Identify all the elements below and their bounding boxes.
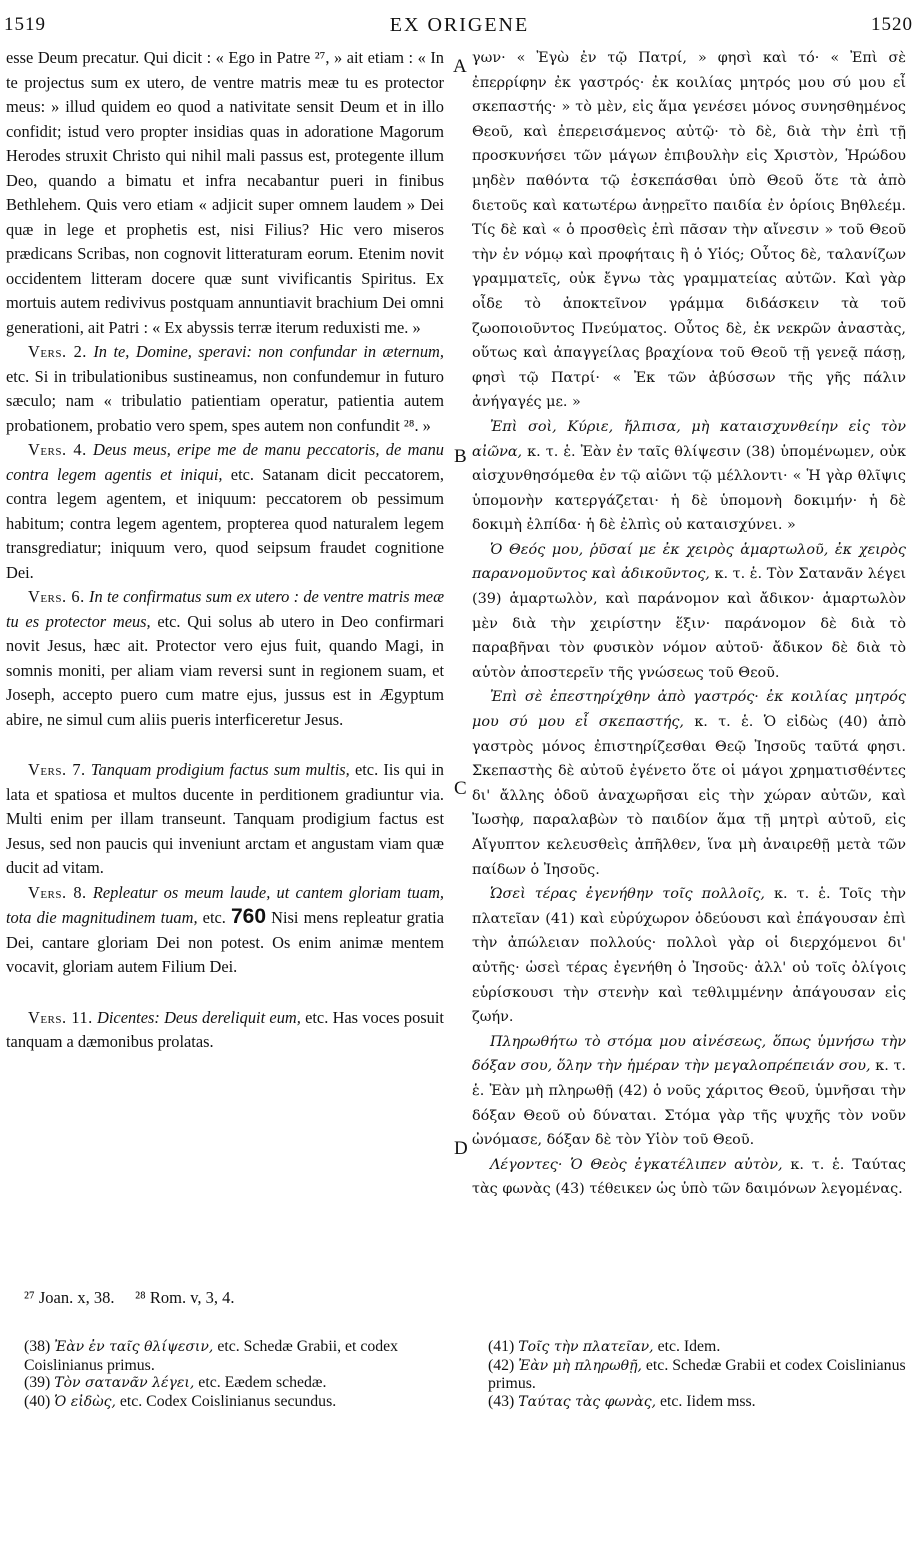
- verse-commentary: κ. τ. ἑ. Ἐὰν ἐν ταῖς θλίψεσιν (38) ὑπομένωμεν, οὐκ αἰσχυνθησόμεθα ἐν τῷ αἰῶνι τῷ μέλλοντι· « Ἡ γὰρ θλῖψις ὑπομονὴν κατεργάζεται· ἡ δὲ ὑπομονὴ δοκιμήν· ἡ δὲ δοκιμὴ ἐλπίδα· ἡ δὲ ἐλπὶς οὐ καταισχύνει. »: [472, 443, 906, 534]
- note-text: etc. Iidem mss.: [656, 1392, 756, 1410]
- note-text: etc. Eædem schedæ.: [194, 1374, 327, 1391]
- note-text: etc. Schedæ Grabii, et codex Coislinianus primus.: [24, 1338, 399, 1374]
- greek-paragraph: γων· « Ἐγὼ ἐν τῷ Πατρί, » φησὶ καὶ τό· « Ἐπὶ σὲ ἐπερρίφην ἐκ γαστρός· ἐκ κοιλίας μητρός μου σύ μου εἶ σκεπαστής· » τὸ μὲν, εἰς ἅμα γενέσει μόνος συνησθημένος Θεοῦ, καὶ ἐπερεισάμενος αὐτῷ· τὸ δὲ, διὰ τὴν ἐπὶ τῇ προσκυνήσει τῶν μάγων ἐπιβουλὴν εἰς Χριστὸν, Ἡρώδου μηδὲν παθόντα τῷ ἐσκεπάσθαι ὑπὸ Θεοῦ ὅτε τὰ ἀπὸ διετοῦς καὶ κατωτέρω ἀνῃρεῖτο παιδία ἐν ὁρίοις Βηθλεέμ. Τίς δὲ καὶ « ὁ προσθεὶς ἐπὶ πᾶσαν τὴν αἴνεσιν » τοῦ Θεοῦ τὴν ἐν νόμῳ καὶ προφήταις ἢ ὁ Υἱός; Οὗτος δὲ, ταλανίζων γραμματεῖς, οὐκ ἔγνω τὰς γραμματείας αὐτῶν. Καὶ γὰρ οἶδε τὸ ἀποκτεῖνον γράμμα διδάσκειν τὰ τοῦ ζωοποιοῦντος Πνεύματος. Οὗτος δὲ, ἐκ νεκρῶν ἀναστὰς, οὕτως καὶ ἀπαγγείλας βραχίονα τοῦ Θεοῦ τῇ γενεᾷ πάσῃ, φησὶ τῷ Πατρί· « Ἐκ τῶν ἀβύσσων τῆς γῆς πάλιν ἀνήγαγές με. »: [472, 50, 906, 411]
- editorial-note: [24, 1338, 454, 1374]
- verse-lemma: Ἐπὶ σοὶ, Κύριε, ἤλπισα, μὴ καταισχυνθείην εἰς τὸν αἰῶνα,: [472, 418, 906, 460]
- verse-label: Vers. 6.: [28, 587, 85, 606]
- scripture-footnotes: [24, 1288, 235, 1308]
- verse-commentary: etc. Qui solus ab utero in Deo confirmari novit Jesus, hæc ait. Protector vero ejus fuit, quando Magi, in somnis moniti, per aliam viam reversi sunt in regionem suam, et Joseph, accepto puero cum matre ejus, jussus est in Ægyptum abire, ne simul cum aliis pueris interficeretur Jesus.: [6, 611, 444, 729]
- editorial-note: [488, 1338, 908, 1357]
- verse-commentary: Nisi mens repleatur gratia Dei, cantare gloriam Dei non potest. Os enim animæ mentem vocavit, gloriam autem Filium Dei.: [6, 908, 444, 976]
- verse-commentary: κ. τ. ἑ. Ταύτας τὰς φωνὰς (43) τέθεικεν ὡς ὑπὸ τῶν δαιμόνων λεγομένας.: [472, 1156, 906, 1198]
- verse-lemma: Dicentes: Deus dereliquit eum,: [97, 1007, 301, 1027]
- editorial-note: [488, 1393, 908, 1412]
- verse-commentary: etc. Has voces posuit tanquam a dæmonibus prolatas.: [6, 1007, 444, 1051]
- verse-commentary: etc. Satanam dicit peccatorem, contra legem agentem, et iniquum: peccatorem ob pessimum habitum; contra legem agentem, propterea quod naturalem legem transgrediatur; iniquum vero, quod seipsum fraudet cognitione Dei.: [6, 464, 444, 582]
- editorial-note: [24, 1374, 454, 1393]
- greek-verse-2: [472, 415, 906, 538]
- latin-verse-7: [6, 758, 444, 881]
- margin-marker-c: C: [454, 778, 467, 799]
- verse-commentary: etc. Si in tribulationibus sustineamus, non confundemur in futuro sæculo; nam « tribulatio patientiam operatur, patientia autem probationem, probatio vero spem, spes autem non confundit ²⁸. »: [6, 366, 444, 435]
- latin-paragraph: esse Deum precatur. Qui dicit : « Ego in Patre ²⁷, » ait etiam : « In te projectus sum ex utero, de ventre matris meæ tu es protector meus: » illud quidem eo quod a nativitate sensit Deum et in illo confidit; istud vero propter insidias quas in adoratione Magorum Herodes struxit Christo qui nihil mali passus est, protegente illum Deo, quando a bimatu et infra necabantur pueri in finibus Bethlehem. Quis vero etiam « adjicit super omnem laudem » Dei quæ in lege et prophetis est, nisi Filius? Hic vero miseros prædicans Scribas, non cognovit litteraturam eorum. Etenim novit occidentem litteram docere quæ sunt vivificantis Spiritus. Ex mortuis autem redivivus postquam annuntiavit brachium Dei omni generationi, ait Patri : « Ex abyssis terræ iterum reduxisti me. »: [6, 48, 444, 337]
- note-number: (40): [24, 1392, 51, 1410]
- verse-commentary: etc.: [197, 908, 231, 927]
- verse-commentary: etc. Iis qui in lata et spatiosa et multos ducente in perditionem gradiuntur via. Multi enim per illam transeunt. Tanquam prodigium factus est Jesus, sed non paucis qui inveniunt arctam et angustam viam quæ ducit ad vitam.: [6, 760, 444, 877]
- note-lemma: Ταύτας τὰς φωνὰς,: [518, 1393, 657, 1410]
- verse-lemma: Repleatur os meum laude, ut cantem gloriam tuam, tota die magnitudinem tuam,: [6, 882, 444, 927]
- latin-verse-6: [6, 585, 444, 732]
- paragraph-gap: [6, 732, 444, 758]
- note-text: etc. Codex Coislinianus secundus.: [115, 1392, 337, 1410]
- note-number: (38): [24, 1338, 51, 1355]
- note-number: (42): [488, 1356, 515, 1374]
- verse-lemma: In te, Domine, speravi: non confundar in æternum,: [93, 342, 444, 361]
- greek-verse-8: [472, 1030, 906, 1153]
- editorial-notes-right: [488, 1338, 908, 1411]
- margin-marker-a: A: [453, 56, 467, 77]
- page-header: [0, 14, 919, 40]
- greek-verse-6: [472, 685, 906, 882]
- verse-commentary: κ. τ. ἑ. Τοῖς τὴν πλατεῖαν (41) καὶ εὐρύχωρον ὁδεύουσι καὶ ἐπάγουσαν ἐπὶ τὴν ἀπώλειαν πολλούς· πολλοὶ γὰρ οἱ διερχόμενοι δι' αὐτῆς· ὡσεὶ τέρας ἐγενήθη ὁ Ἰησοῦς· ἀλλ' οὐ τοῖς ὀλίγοις εὑρίσκουσι τὴν στενὴν καὶ τεθλιμμένην ἀπάγουσαν εἰς ζωήν.: [472, 886, 906, 1026]
- margin-marker-d: D: [454, 1138, 468, 1159]
- footnote-text: Rom. v, 3, 4.: [145, 1288, 235, 1307]
- verse-label: Vers. 4.: [28, 440, 87, 459]
- verse-lemma: Ἐπὶ σὲ ἐπεστηρίχθην ἀπὸ γαστρός· ἐκ κοιλίας μητρός μου σύ μου εἶ σκεπαστής,: [472, 689, 906, 731]
- verse-commentary: κ. τ. ἑ. Τὸν Σατανᾶν λέγει (39) ἁμαρτωλὸν, καὶ παράνομον καὶ ἄδικον· ἁμαρτωλὸν μὲν διὰ τὴν χειρίστην ἕξιν· παράνομον δὲ διὰ τὸ παραβῆναι τὸν φυσικὸν νόμον αὐτοῦ· ἄδικον δὲ διὰ τὸ αὑτὸν ἀποστερεῖν τῆς γνώσεως τοῦ Θεοῦ.: [472, 566, 907, 681]
- verse-commentary: κ. τ. ἑ. Ὁ εἰδὼς (40) ἀπὸ γαστρὸς μόνος ἐπιστηρίζεσθαι Θεῷ Ἰησοῦς ταῦτά φησι. Σκεπαστὴς δὲ αὐτοῦ ἐγένετο ὅτε οἱ μάγοι χρηματισθέντες δι' ἄλλης ὁδοῦ ἀναχωρῆσαι εἰς τὴν χώραν αὐτῶν, καὶ Ἰωσὴφ, παραλαβὼν τὸ παιδίον ἅμα τῇ μητρὶ αὐτοῦ, εἰς Αἴγυπτον κελευσθεὶς ἀπῆλθεν, ἵνα μὴ ἀναιρεθῇ μετὰ τῶν παίδων ὁ Ἰησοῦς.: [472, 714, 906, 878]
- greek-column: [472, 46, 906, 1202]
- note-lemma: Ἐὰν μὴ πληρωθῇ,: [518, 1357, 642, 1374]
- latin-verse-2: [6, 340, 444, 438]
- running-title: EX ORIGENE: [389, 14, 530, 36]
- note-number: (41): [488, 1338, 515, 1355]
- footnote-mark: ²⁷: [24, 1288, 35, 1307]
- note-text: etc. Idem.: [653, 1338, 721, 1355]
- verse-lemma: Πληρωθήτω τὸ στόμα μου αἰνέσεως, ὅπως ὑμνήσω τὴν δόξαν σου, ὅλην τὴν ἡμέραν τὴν μεγαλοπρέπειάν σου,: [472, 1033, 906, 1075]
- verse-label: Vers. 11.: [28, 1007, 93, 1027]
- latin-verse-11: [6, 1006, 444, 1055]
- verse-lemma: Λέγοντες· Ὁ Θεὸς ἐγκατέλιπεν αὐτὸν,: [490, 1156, 783, 1173]
- verse-lemma: Ὡσεὶ τέρας ἐγενήθην τοῖς πολλοῖς,: [490, 886, 765, 903]
- note-lemma: Ὁ εἰδὼς,: [54, 1393, 116, 1410]
- editorial-note: [24, 1393, 454, 1412]
- migne-column-number: 760: [231, 905, 267, 928]
- verse-lemma: Deus meus, eripe me de manu peccatoris, de manu contra legem agentis et iniqui,: [6, 440, 444, 484]
- verse-label: Vers. 8.: [28, 882, 87, 902]
- left-column-number: 1519: [4, 14, 46, 35]
- verse-label: Vers. 2.: [28, 342, 87, 361]
- note-lemma: Τοῖς τὴν πλατεῖαν,: [518, 1339, 654, 1355]
- latin-verse-4: [6, 438, 444, 585]
- right-column-number: 1520: [871, 14, 913, 35]
- note-lemma: Ἐὰν ἐν ταῖς θλίψεσιν,: [54, 1339, 214, 1355]
- paragraph-gap: [6, 980, 444, 1006]
- note-lemma: Τὸν σατανᾶν λέγει,: [54, 1375, 195, 1391]
- greek-verse-4: [472, 538, 906, 686]
- verse-commentary: κ. τ. ἑ. Ἐὰν μὴ πληρωθῇ (42) ὁ νοῦς χάριτος Θεοῦ, ὑμνῆσαι τὴν δόξαν Θεοῦ οὐ δύναται. Στόμα γὰρ τῆς ψυχῆς τὸν νοῦν ὠνόμασε, δόξαν δὲ τὸν Υἱὸν τοῦ Θεοῦ.: [472, 1058, 906, 1149]
- latin-verse-8: [6, 881, 444, 980]
- verse-label: Vers. 7.: [28, 760, 86, 779]
- greek-verse-7: [472, 882, 906, 1030]
- footnote-text: Joan. x, 38.: [34, 1288, 115, 1307]
- verse-lemma: In te confirmatus sum ex utero : de ventre matris meæ tu es protector meus,: [6, 587, 445, 631]
- latin-column: [6, 46, 444, 1055]
- greek-verse-11: [472, 1153, 906, 1202]
- verse-lemma: Ὁ Θεός μου, ῥῦσαί με ἐκ χειρὸς ἁμαρτωλοῦ, ἐκ χειρὸς παρανομοῦντος καὶ ἀδικοῦντος,: [472, 541, 906, 583]
- footnote-mark: ²⁸: [135, 1288, 146, 1307]
- editorial-note: [488, 1357, 908, 1393]
- editorial-notes-left: [24, 1338, 454, 1411]
- note-number: (39): [24, 1374, 51, 1391]
- note-number: (43): [488, 1392, 515, 1410]
- verse-lemma: Tanquam prodigium factus sum multis,: [90, 760, 350, 779]
- note-text: etc. Schedæ Grabii et codex Coislinianus primus.: [488, 1356, 906, 1392]
- margin-marker-b: B: [454, 446, 467, 467]
